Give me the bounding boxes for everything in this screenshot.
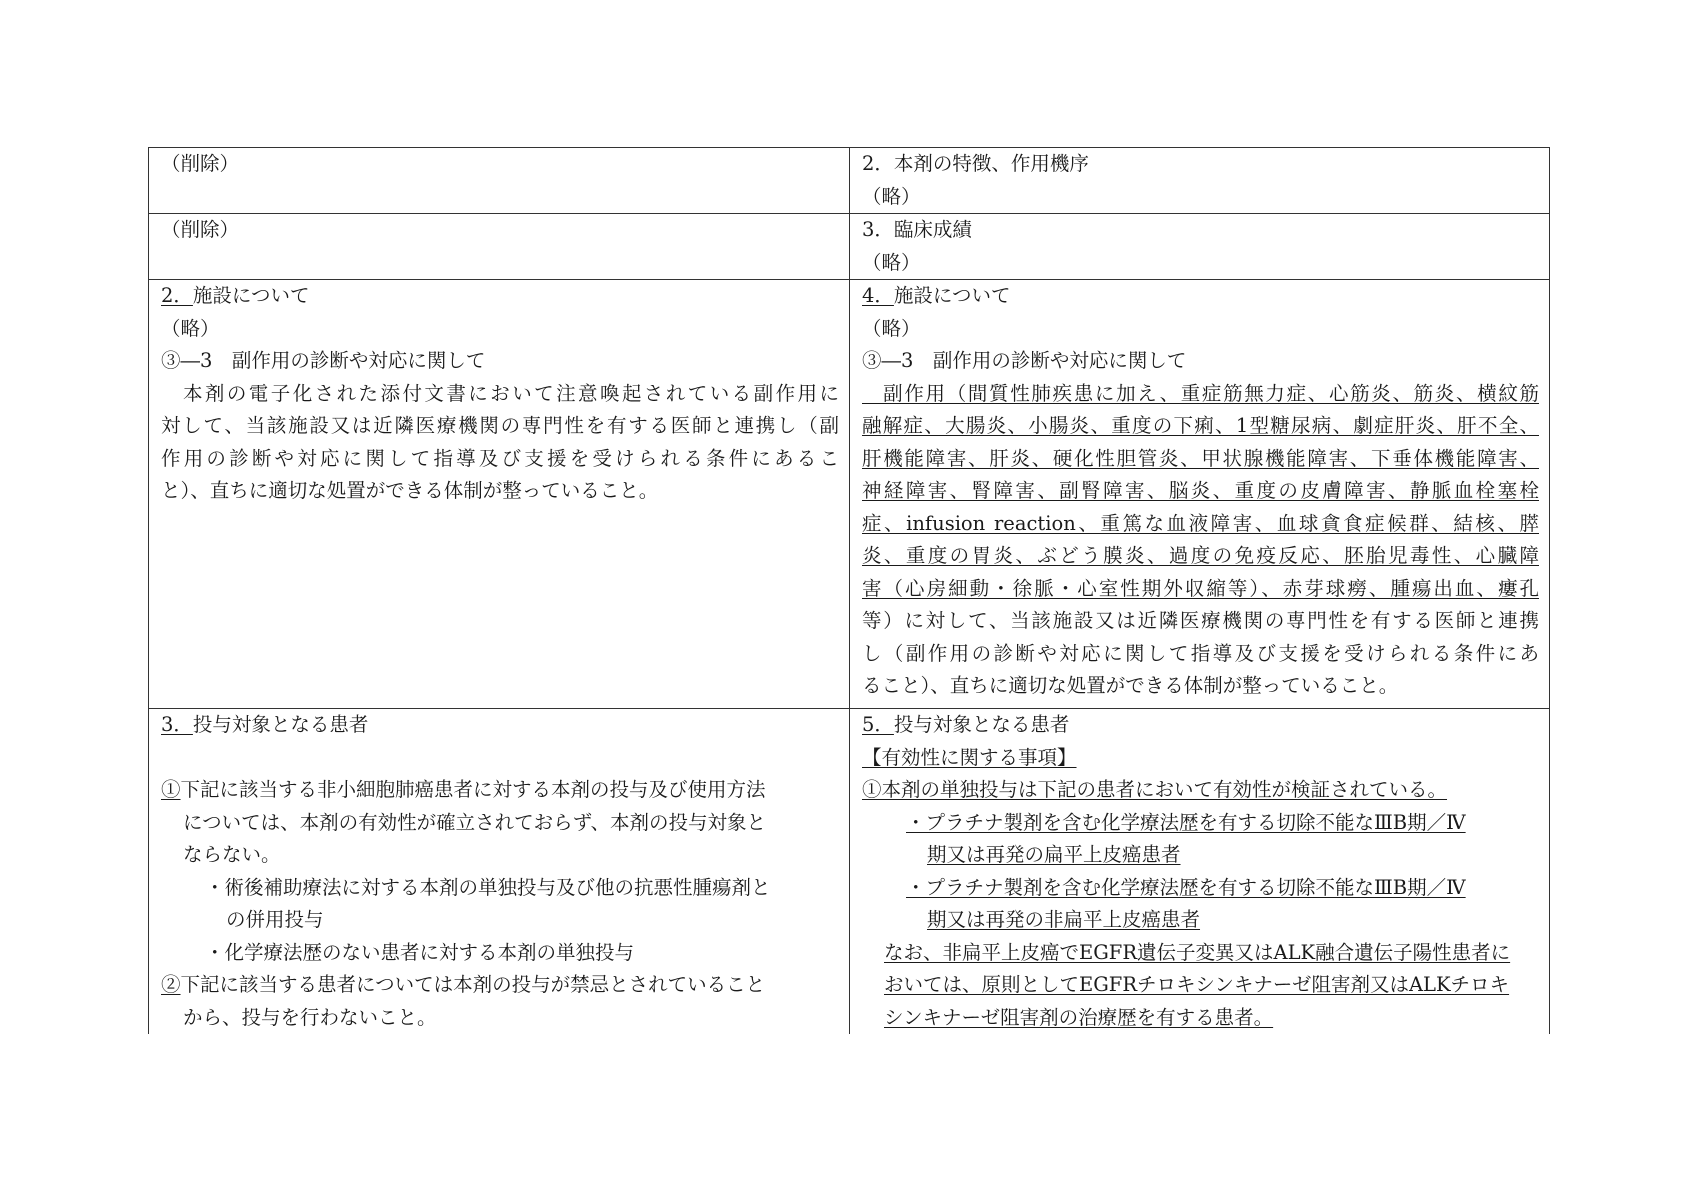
subsection-heading: ③―3 副作用の診断や対応に関して bbox=[862, 349, 1187, 372]
bullet-item: ・術後補助療法に対する本剤の単独投与及び他の抗悪性腫瘍剤と bbox=[205, 875, 771, 899]
abbrev-label: （略） bbox=[862, 184, 921, 208]
section-title: 施設について bbox=[893, 284, 1011, 307]
item-text: ①本剤の単独投与は下記の患者において有効性が検証されている。 bbox=[862, 778, 1448, 801]
paragraph-line: 害（心房細動・徐脈・心室性期外収縮等）、赤芽球癆、腫瘍出血、瘻孔 bbox=[862, 576, 1539, 600]
paragraph-line: し（副作用の診断や対応に関して指導及び支援を受けられる条件にあ bbox=[862, 641, 1539, 665]
table-row bbox=[149, 280, 1550, 709]
abbrev-label: （略） bbox=[161, 316, 220, 340]
item-text-line: から、投与を行わないこと。 bbox=[183, 1005, 437, 1029]
numbered-item bbox=[161, 969, 839, 1002]
section-title: 投与対象となる患者 bbox=[893, 713, 1070, 736]
bullet-item-cont bbox=[862, 904, 1539, 937]
note-line: なお、非扁平上皮癌でEGFR遺伝子変異又はALK融合遺伝子陽性患者に bbox=[884, 940, 1511, 964]
bullet-item-cont: の併用投与 bbox=[226, 908, 324, 931]
paragraph-line: と）、直ちに適切な処置ができる体制が整っていること。 bbox=[161, 479, 659, 502]
numbered-item bbox=[862, 774, 1539, 807]
deleted-label: （削除） bbox=[161, 218, 240, 241]
section-heading bbox=[862, 280, 1539, 313]
bullet-text: 期又は再発の扁平上皮癌患者 bbox=[927, 843, 1181, 866]
paragraph-line: 症、infusion reaction、重篤な血液障害、血球貪食症候群、結核、膵 bbox=[862, 511, 1539, 535]
bullet-item-cont bbox=[862, 839, 1539, 872]
paragraph-line: ること）、直ちに適切な処置ができる体制が整っていること。 bbox=[862, 674, 1399, 697]
paragraph-line: 肝機能障害、肝炎、硬化性胆管炎、甲状腺機能障害、下垂体機能障害、 bbox=[862, 446, 1539, 470]
paragraph-line: 副作用（間質性肺疾患に加え、重症筋無力症、心筋炎、筋炎、横紋筋 bbox=[862, 381, 1539, 405]
deleted-label: （削除） bbox=[161, 152, 240, 175]
right-cell bbox=[850, 280, 1550, 709]
section-heading: 2．本剤の特徴、作用機序 bbox=[862, 152, 1089, 175]
paragraph-line: 本剤の電子化された添付文書において注意喚起されている副作用に bbox=[161, 381, 839, 405]
right-cell bbox=[850, 709, 1550, 1035]
subsection-heading: ③―3 副作用の診断や対応に関して bbox=[161, 349, 486, 372]
bullet-item bbox=[862, 807, 1539, 840]
section-heading: 3．臨床成績 bbox=[862, 218, 972, 241]
section-heading bbox=[862, 709, 1539, 742]
paragraph-line: 等）に対して、当該施設又は近隣医療機関の専門性を有する医師と連携 bbox=[862, 609, 1539, 632]
bullet-text: 期又は再発の非扁平上皮癌患者 bbox=[927, 908, 1201, 931]
note-line bbox=[862, 1002, 1539, 1035]
note-line: おいては、原則としてEGFRチロキシンキナーゼ阻害剤又はALKチロキ bbox=[884, 973, 1510, 996]
efficacy-heading bbox=[862, 742, 1539, 775]
section-title: 投与対象となる患者 bbox=[192, 713, 369, 736]
paragraph-line: 神経障害、腎障害、副腎障害、脳炎、重度の皮膚障害、静脈血栓塞栓 bbox=[862, 479, 1539, 502]
efficacy-heading-text: 【有効性に関する事項】 bbox=[862, 745, 1077, 769]
comparison-table bbox=[148, 147, 1550, 1034]
paragraph-line: 融解症、大腸炎、小腸炎、重度の下痢、1型糖尿病、劇症肝炎、肝不全、 bbox=[862, 414, 1539, 437]
numbered-item bbox=[161, 774, 839, 807]
item-text: 下記に該当する非小細胞肺癌患者に対する本剤の投与及び使用方法 bbox=[180, 778, 766, 801]
section-heading bbox=[161, 280, 839, 313]
paragraph-line: 対して、当該施設又は近隣医療機関の専門性を有する医師と連携し（副 bbox=[161, 414, 839, 437]
table-row bbox=[149, 214, 1550, 280]
table-row bbox=[149, 148, 1550, 214]
table-row bbox=[149, 709, 1550, 1035]
right-cell bbox=[850, 148, 1550, 214]
left-cell bbox=[149, 280, 850, 709]
abbrev-label: （略） bbox=[862, 250, 921, 274]
item-text-line: については、本剤の有効性が確立されておらず、本剤の投与対象と bbox=[183, 810, 767, 834]
left-cell bbox=[149, 148, 850, 214]
right-cell bbox=[850, 214, 1550, 280]
left-cell bbox=[149, 709, 850, 1035]
bullet-item: ・化学療法歴のない患者に対する本剤の単独投与 bbox=[205, 940, 635, 964]
section-heading bbox=[161, 709, 839, 742]
bullet-text: ・プラチナ製剤を含む化学療法歴を有する切除不能なⅢB期／Ⅳ bbox=[906, 810, 1466, 834]
item-text-line: ならない。 bbox=[183, 843, 281, 866]
note-text: シンキナーゼ阻害剤の治療歴を有する患者。 bbox=[884, 1005, 1274, 1029]
paragraph-line: 作用の診断や対応に関して指導及び支援を受けられる条件にあるこ bbox=[161, 446, 839, 470]
section-number: 5． bbox=[862, 713, 894, 736]
spacer bbox=[161, 742, 839, 775]
section-number: 2． bbox=[161, 284, 193, 307]
item-number: ① bbox=[161, 778, 181, 801]
left-cell bbox=[149, 214, 850, 280]
abbrev-label: （略） bbox=[862, 316, 921, 340]
item-number: ② bbox=[161, 973, 181, 996]
bullet-item bbox=[862, 872, 1539, 905]
section-title: 施設について bbox=[192, 284, 310, 307]
item-text: 下記に該当する患者については本剤の投与が禁忌とされていること bbox=[180, 973, 766, 996]
bullet-text: ・プラチナ製剤を含む化学療法歴を有する切除不能なⅢB期／Ⅳ bbox=[906, 875, 1466, 899]
section-number: 4． bbox=[862, 284, 894, 307]
section-number: 3． bbox=[161, 713, 193, 736]
paragraph-line: 炎、重度の胃炎、ぶどう膜炎、過度の免疫反応、胚胎児毒性、心臓障 bbox=[862, 544, 1539, 567]
